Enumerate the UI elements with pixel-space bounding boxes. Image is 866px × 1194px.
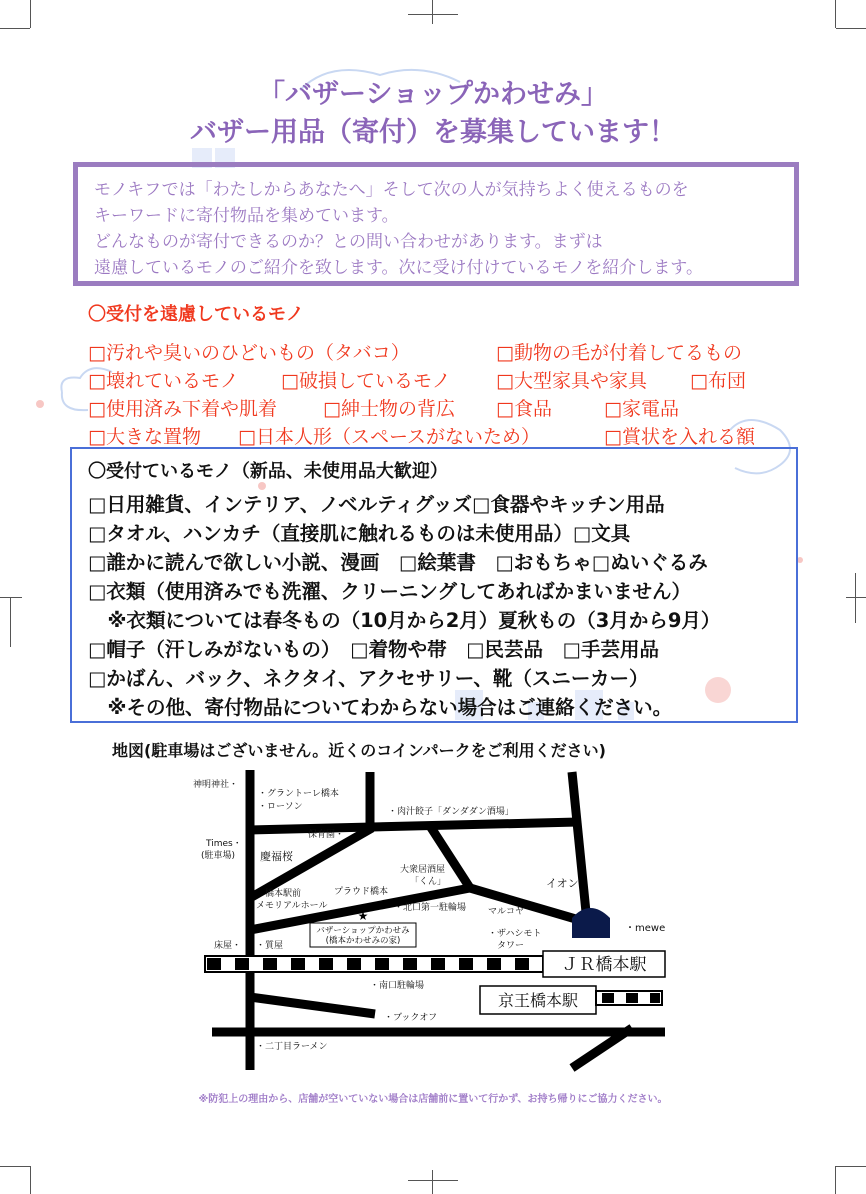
map-label-shinmei: 神明神社・	[193, 780, 239, 790]
footer-note: ※防犯上の理由から、店舗が空いていない場合は店舗前に置いて行かず、お持ち帰りにご協力ください。	[198, 1094, 668, 1105]
map-label-minami: ・南口駐輪場	[370, 981, 425, 991]
map-label-lawson: ・ローソン	[258, 802, 303, 812]
accepted-line: □衣類（使用済みでも洗濯、クリーニングしてあればかまいません）	[88, 580, 692, 603]
map-label-keifukuou: 慶福桜	[260, 850, 293, 863]
map-label-times: Times・	[206, 839, 242, 849]
accepted-line: ※その他、寄付物品についてわからない場合はご連絡ください。	[88, 696, 673, 719]
rejected-item: □食品	[496, 398, 552, 420]
rejected-item: □使用済み下着や肌着	[88, 398, 277, 420]
map-label-proud: プラウド橋本	[334, 887, 389, 897]
map-label-shop-sub: (橋本かわせみの家)	[325, 936, 401, 946]
map-label-ramen: ・二丁目ラーメン	[256, 1042, 328, 1052]
rejected-item: □汚れや臭いのひどいもの（タバコ）	[88, 342, 410, 364]
rejected-item: □動物の毛が付着してるもの	[496, 342, 742, 364]
map-label-izakaya: 大衆居酒屋	[400, 865, 446, 875]
rejected-item: □家電品	[604, 398, 679, 420]
map-label-shop: バザーショップかわせみ	[316, 926, 410, 936]
rejected-item: □紳士物の背広	[323, 398, 455, 420]
map-label-tower: タワー	[497, 941, 525, 951]
jr-railway	[205, 956, 543, 972]
rejected-item: □賞状を入れる額	[604, 426, 755, 448]
accepted-line: □誰かに読んで欲しい小説、漫画 □絵葉書 □おもちゃ□ぬいぐるみ	[88, 551, 708, 574]
map-label-grantole: ・グラントーレ橋本	[258, 789, 339, 799]
accepted-line: □タオル、ハンカチ（直接肌に触れるものは未使用品）□文具	[88, 522, 631, 545]
map-label-mewe: ・mewe	[625, 923, 666, 934]
station-building	[572, 908, 610, 938]
page-title: 「バザーショップかわせみ」	[258, 79, 608, 110]
intro-line: どんなものが寄付できるのか？との問い合わせがあります。まずは	[94, 232, 603, 252]
map-label-keio-station: 京王橋本駅	[497, 991, 579, 1010]
rejected-item: □布団	[690, 370, 746, 392]
map-label-xahashimoto: ・ザハシモト	[488, 929, 542, 939]
map-label-jr-station: ＪＲ橋本駅	[561, 955, 647, 975]
accepted-line: □日用雑貨、インテリア、ノベルティグッズ□食器やキッチン用品	[88, 493, 665, 516]
rejected-item: □破損しているモノ	[281, 370, 451, 392]
intro-line: モノキフでは「わたしからあなたへ」そして次の人が気持ちよく使えるものを	[94, 180, 689, 200]
map-label-bookoff: ・ブックオフ	[384, 1013, 438, 1023]
rejected-item: □日本人形（スペースがないため）	[238, 426, 541, 448]
keio-railway	[596, 991, 662, 1005]
map-label-maruko: マルコヤ	[488, 907, 525, 917]
map-label-memorial-hall: メモリアルホール	[256, 901, 328, 911]
rejected-item: □壊れているモノ	[88, 370, 239, 392]
map-road	[250, 997, 375, 1014]
map-road	[250, 822, 578, 830]
map-label-nikujiru: ・肉汁餃子「ダンダダン酒場」	[388, 807, 514, 817]
intro-line: 遠慮しているモノのご紹介を致します。次に受け付けているモノを紹介します。	[94, 258, 703, 278]
map-heading: 地図(駐車場はございません。近くのコインパークをご利用ください)	[112, 741, 606, 760]
accepted-line: □帽子（汗しみがないもの） □着物や帯 □民芸品 □手芸用品	[88, 638, 659, 661]
map-label-aeon: イオン	[546, 877, 579, 890]
rejected-heading: 〇受付を遠慮しているモノ	[88, 304, 304, 325]
map-label-tokoya: 床屋・	[214, 941, 242, 951]
intro-line: キーワードに寄付物品を集めています。	[94, 206, 399, 226]
rejected-item: □大型家具や家具	[496, 370, 647, 392]
map-label-memorial: 橋本駅前	[265, 889, 302, 899]
accepted-line: ※衣類については春冬もの（10月から2月）夏秋もの（3月から9月）	[88, 609, 721, 632]
map-label-kitaguchi: ・北口第一駐輪場	[394, 903, 467, 913]
rejected-item: □大きな置物	[88, 426, 201, 448]
accepted-line: □かばん、バック、ネクタイ、アクセサリー、靴（スニーカー）	[88, 667, 649, 690]
map-label-izakaya-kun: 「くん」	[410, 877, 447, 887]
map-label-times-parking: (駐車場)	[201, 851, 236, 861]
map-road	[572, 772, 586, 912]
map-label-shichiya: ・質屋	[256, 941, 284, 951]
map-label-hoikuen: 保育園・	[308, 830, 345, 840]
accepted-heading: 〇受付ているモノ（新品、未使用品大歓迎）	[88, 461, 448, 482]
shop-star: ★	[357, 909, 369, 923]
page-subtitle: バザー用品（寄付）を募集しています！	[190, 117, 676, 148]
